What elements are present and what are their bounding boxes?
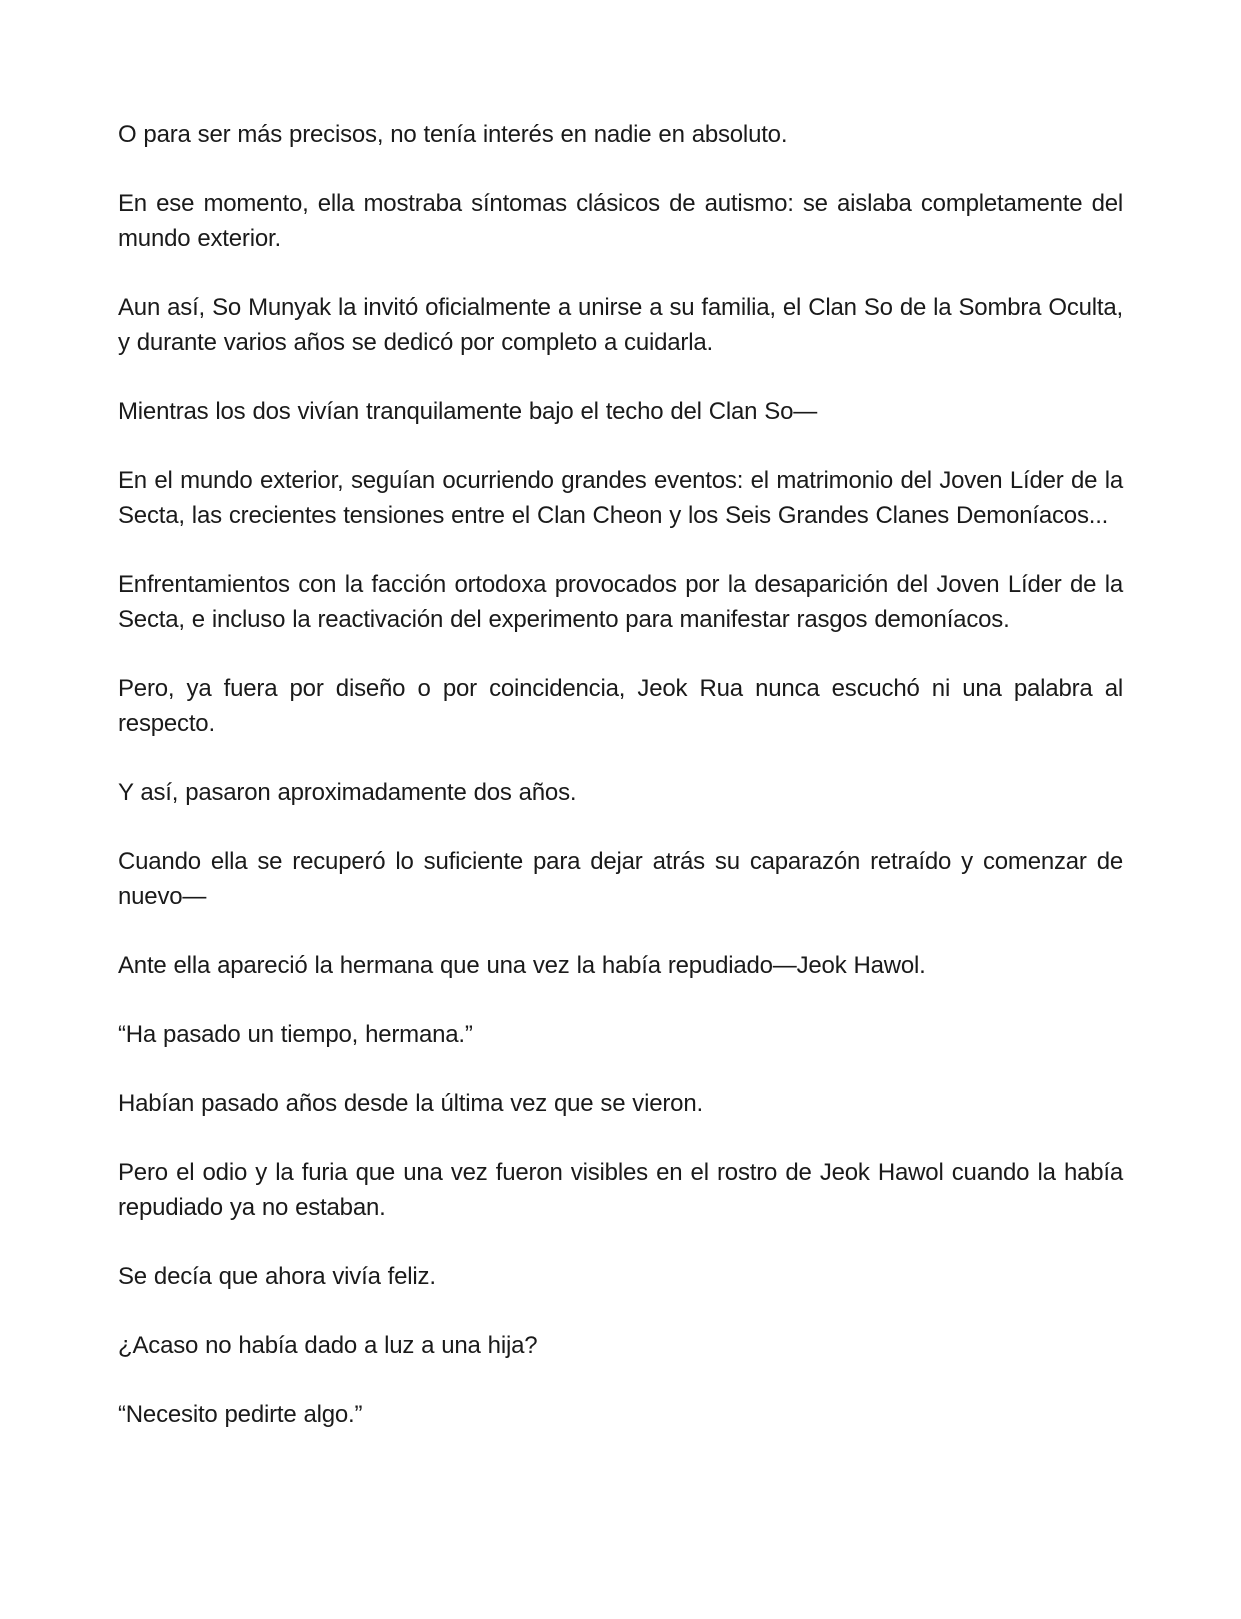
paragraph: “Ha pasado un tiempo, hermana.” [118,1021,473,1048]
paragraph: Ante ella apareció la hermana que una vez la había repudiado—Jeok Hawol. [118,952,926,979]
paragraph: Enfrentamientos con la facción ortodoxa provocados por la desaparición del Joven Líder de la Secta, e incluso la reactivación del experimento para manifestar rasgos demoníacos. [118,571,1123,633]
document-body [118,117,1123,1432]
paragraph: En el mundo exterior, seguían ocurriendo grandes eventos: el matrimonio del Joven Líder de la Secta, las crecientes tensiones entre el Clan Cheon y los Seis Grandes Clanes Demoníacos... [118,467,1123,529]
paragraph: Aun así, So Munyak la invitó oficialmente a unirse a su familia, el Clan So de la Sombra Oculta, y durante varios años se dedicó por completo a cuidarla. [118,294,1123,356]
paragraph: Habían pasado años desde la última vez que se vieron. [118,1090,703,1117]
paragraph: Cuando ella se recuperó lo suficiente para dejar atrás su caparazón retraído y comenzar de nuevo— [118,848,1123,910]
paragraph: Mientras los dos vivían tranquilamente bajo el techo del Clan So— [118,398,818,425]
paragraph: ¿Acaso no había dado a luz a una hija? [118,1332,538,1359]
paragraph: Pero el odio y la furia que una vez fueron visibles en el rostro de Jeok Hawol cuando la había repudiado ya no estaban. [118,1159,1123,1221]
paragraph: Y así, pasaron aproximadamente dos años. [118,779,577,806]
paragraph: O para ser más precisos, no tenía interés en nadie en absoluto. [118,121,788,148]
paragraph: En ese momento, ella mostraba síntomas clásicos de autismo: se aislaba completamente del mundo exterior. [118,190,1123,252]
paragraph: Pero, ya fuera por diseño o por coincidencia, Jeok Rua nunca escuchó ni una palabra al respecto. [118,675,1123,737]
paragraph: Se decía que ahora vivía feliz. [118,1263,436,1290]
paragraph: “Necesito pedirte algo.” [118,1401,363,1428]
